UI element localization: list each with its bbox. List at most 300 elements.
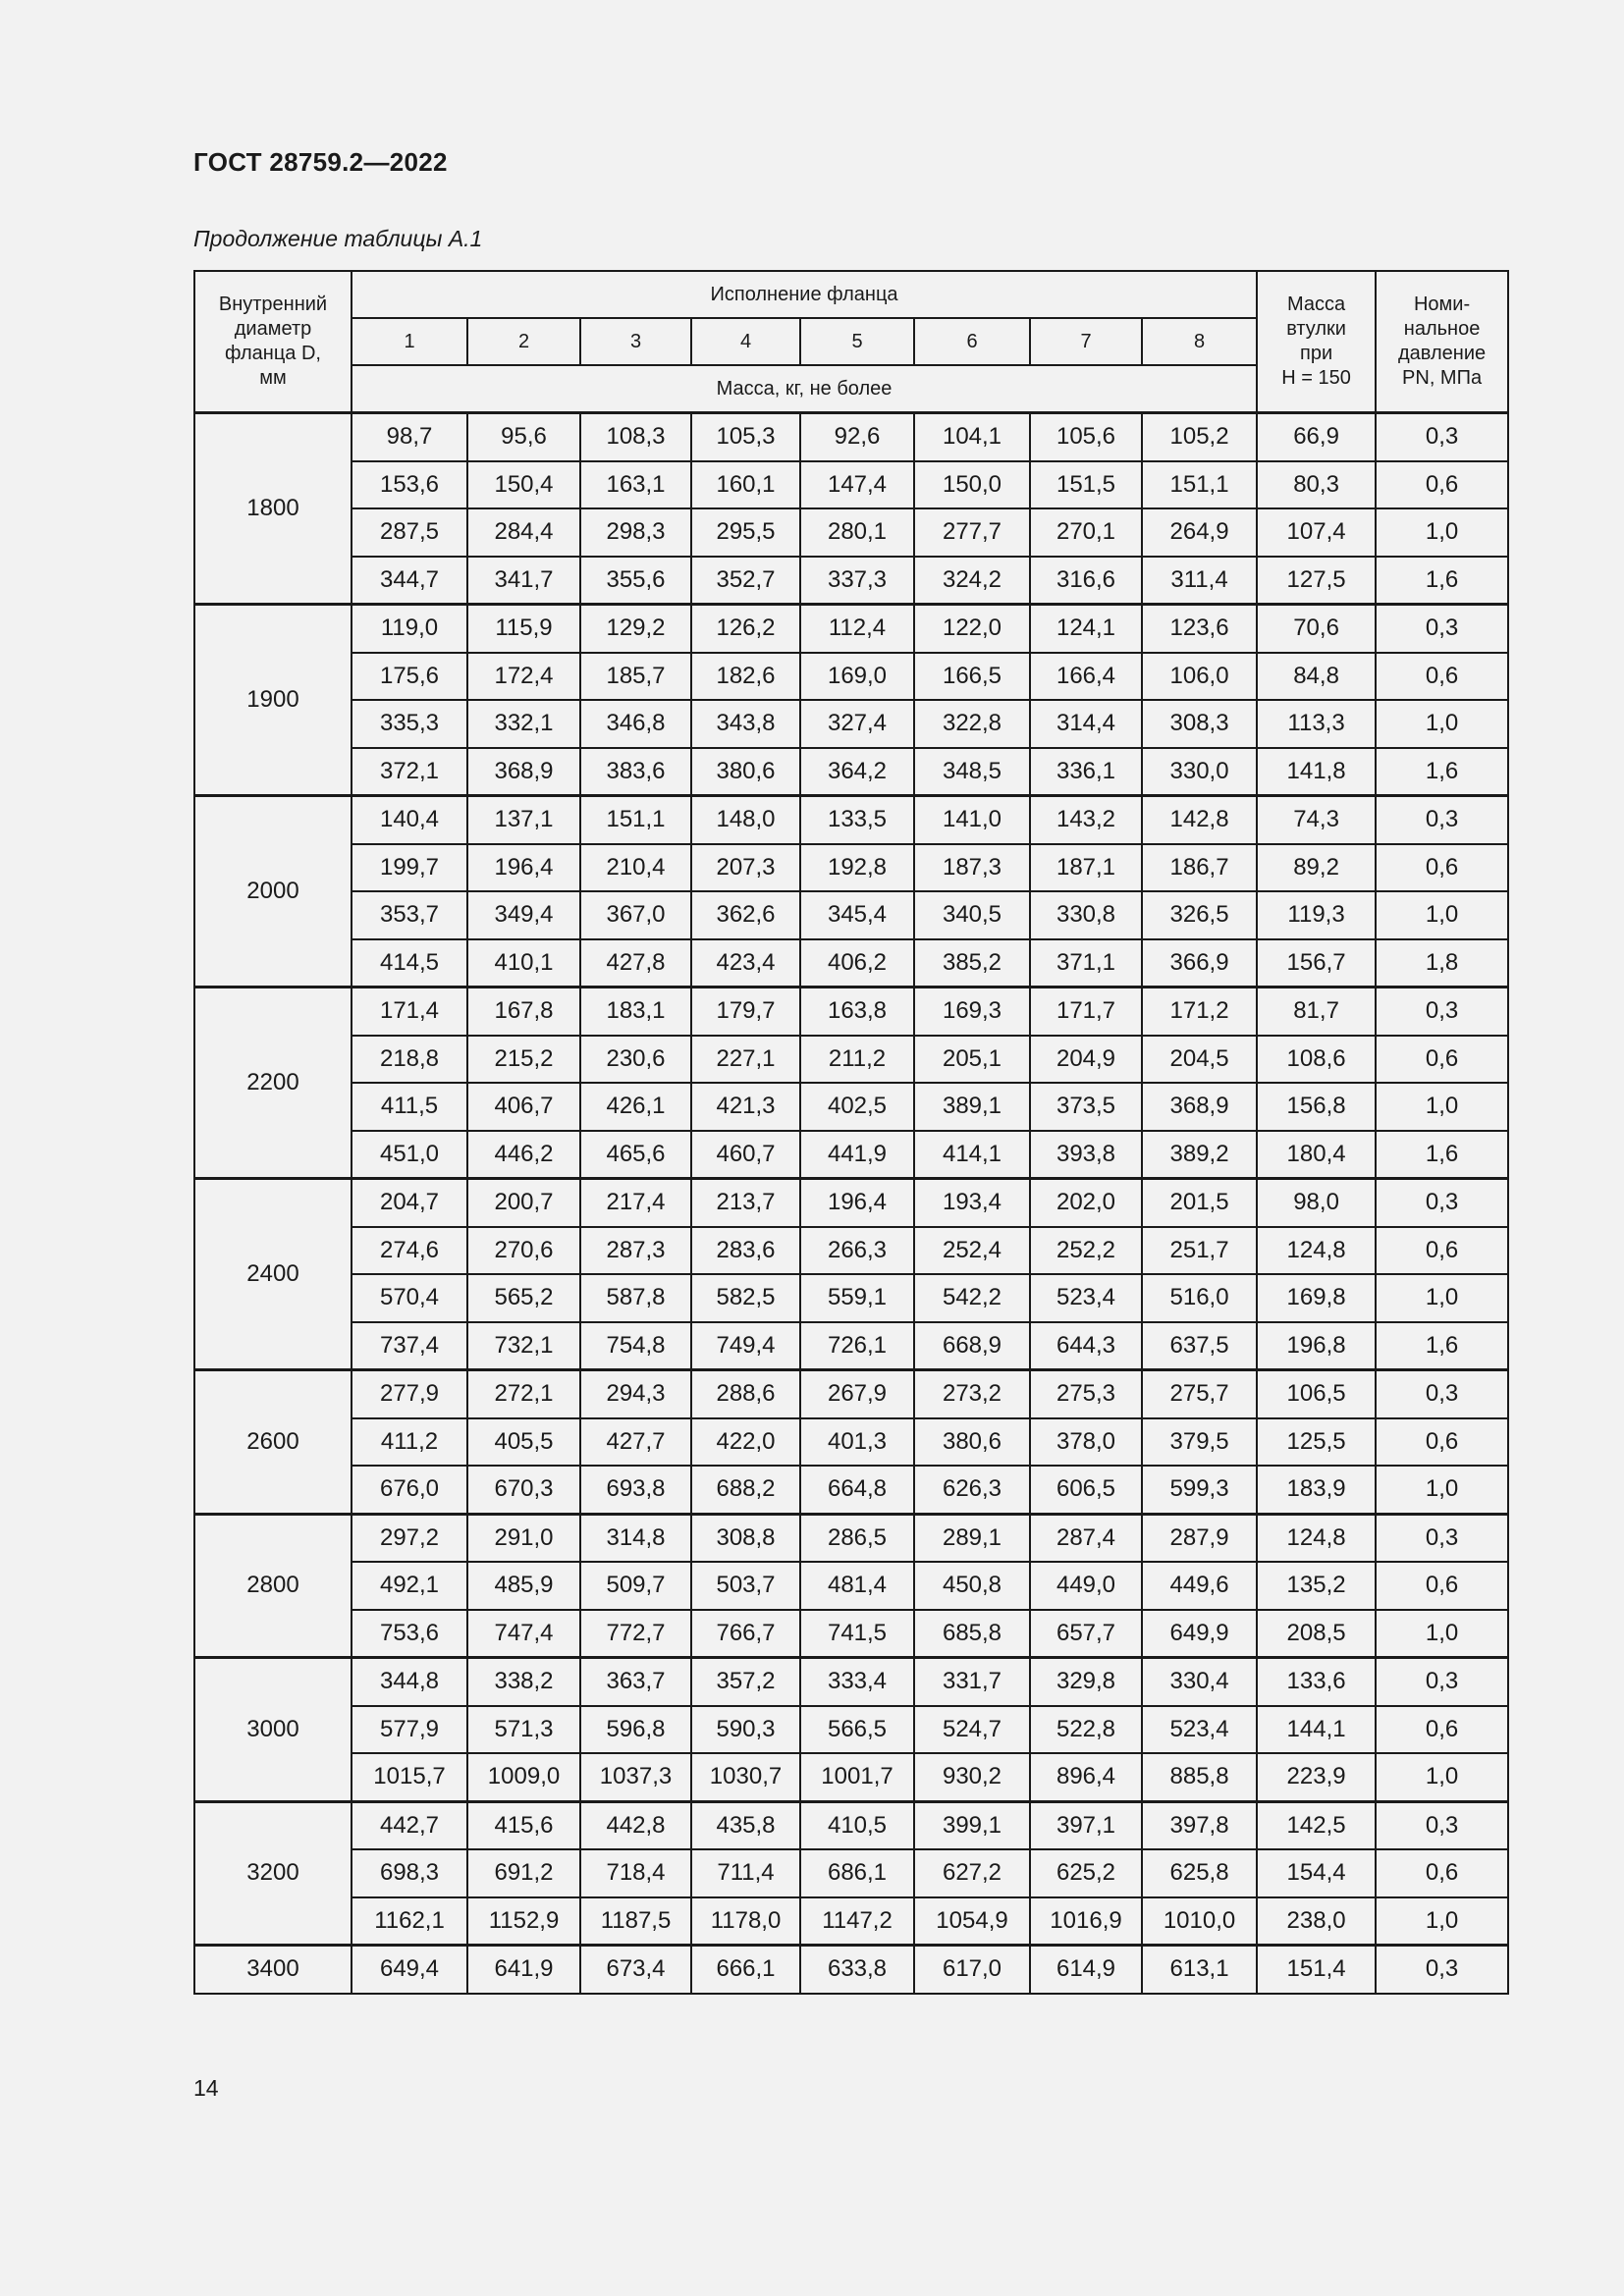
mass-cell: 274,6 [352,1227,467,1275]
header-sleeve-line: при [1300,343,1333,364]
mass-cell: 352,7 [691,557,800,605]
mass-cell: 287,5 [352,508,467,557]
sleeve-mass-cell: 135,2 [1257,1562,1376,1610]
pressure-cell: 1,0 [1376,1753,1508,1801]
mass-cell: 151,1 [580,796,691,844]
mass-cell: 698,3 [352,1849,467,1897]
mass-cell: 372,1 [352,748,467,796]
table-row [194,1083,1508,1131]
mass-cell: 355,6 [580,557,691,605]
mass-cell: 753,6 [352,1610,467,1658]
sleeve-mass-cell: 142,5 [1257,1801,1376,1849]
mass-cell: 217,4 [580,1179,691,1227]
mass-cell: 676,0 [352,1466,467,1514]
mass-cell: 311,4 [1142,557,1257,605]
mass-cell: 542,2 [914,1274,1030,1322]
mass-cell: 210,4 [580,844,691,892]
header-sleeve-mass [1257,271,1376,413]
mass-cell: 446,2 [467,1131,580,1179]
table-row [194,1658,1508,1706]
table-row [194,844,1508,892]
table-row [194,988,1508,1036]
mass-cell: 373,5 [1030,1083,1142,1131]
mass-cell: 287,9 [1142,1514,1257,1562]
mass-cell: 160,1 [691,461,800,509]
mass-cell: 442,8 [580,1801,691,1849]
table-row [194,1274,1508,1322]
mass-cell: 711,4 [691,1849,800,1897]
mass-cell: 297,2 [352,1514,467,1562]
mass-cell: 205,1 [914,1036,1030,1084]
header-pressure [1376,271,1508,413]
mass-cell: 148,0 [691,796,800,844]
mass-cell: 143,2 [1030,796,1142,844]
mass-cell: 393,8 [1030,1131,1142,1179]
mass-cell: 362,6 [691,891,800,939]
mass-cell: 215,2 [467,1036,580,1084]
mass-cell: 266,3 [800,1227,914,1275]
mass-cell: 115,9 [467,605,580,653]
mass-cell: 414,5 [352,939,467,988]
mass-cell: 666,1 [691,1946,800,1994]
mass-cell: 166,5 [914,653,1030,701]
mass-cell: 410,5 [800,1801,914,1849]
mass-cell: 389,2 [1142,1131,1257,1179]
diameter-cell: 3000 [194,1658,352,1802]
mass-cell: 329,8 [1030,1658,1142,1706]
mass-cell: 450,8 [914,1562,1030,1610]
mass-cell: 150,0 [914,461,1030,509]
diameter-cell: 1900 [194,605,352,796]
mass-cell: 421,3 [691,1083,800,1131]
mass-cell: 481,4 [800,1562,914,1610]
mass-cell: 335,3 [352,700,467,748]
sleeve-mass-cell: 119,3 [1257,891,1376,939]
table-row [194,1610,1508,1658]
mass-cell: 587,8 [580,1274,691,1322]
mass-cell: 896,4 [1030,1753,1142,1801]
mass-cell: 353,7 [352,891,467,939]
mass-cell: 338,2 [467,1658,580,1706]
mass-cell: 171,2 [1142,988,1257,1036]
mass-cell: 930,2 [914,1753,1030,1801]
mass-cell: 316,6 [1030,557,1142,605]
sleeve-mass-cell: 156,7 [1257,939,1376,988]
mass-cell: 298,3 [580,508,691,557]
pressure-cell: 1,0 [1376,1610,1508,1658]
mass-cell: 741,5 [800,1610,914,1658]
mass-cell: 1054,9 [914,1897,1030,1946]
table-row [194,1801,1508,1849]
table-row [194,1514,1508,1562]
sleeve-mass-cell: 125,5 [1257,1418,1376,1467]
mass-cell: 590,3 [691,1706,800,1754]
document-title: ГОСТ 28759.2—2022 [193,147,448,177]
mass-cell: 718,4 [580,1849,691,1897]
mass-cell: 133,5 [800,796,914,844]
mass-cell: 166,4 [1030,653,1142,701]
pressure-cell: 1,0 [1376,891,1508,939]
header-pressure-line: PN, МПа [1402,367,1483,389]
sleeve-mass-cell: 151,4 [1257,1946,1376,1994]
mass-cell: 336,1 [1030,748,1142,796]
sleeve-mass-cell: 133,6 [1257,1658,1376,1706]
mass-cell: 626,3 [914,1466,1030,1514]
mass-cell: 126,2 [691,605,800,653]
mass-cell: 287,4 [1030,1514,1142,1562]
table-caption: Продолжение таблицы А.1 [193,226,483,251]
pressure-cell: 1,6 [1376,1322,1508,1370]
table-row [194,508,1508,557]
pressure-cell: 0,3 [1376,1179,1508,1227]
mass-cell: 151,5 [1030,461,1142,509]
mass-cell: 460,7 [691,1131,800,1179]
mass-cell: 1037,3 [580,1753,691,1801]
mass-cell: 442,7 [352,1801,467,1849]
pressure-cell: 0,6 [1376,1418,1508,1467]
mass-cell: 153,6 [352,461,467,509]
diameter-cell: 3400 [194,1946,352,1994]
mass-cell: 175,6 [352,653,467,701]
mass-cell: 314,8 [580,1514,691,1562]
sleeve-mass-cell: 124,8 [1257,1227,1376,1275]
mass-cell: 272,1 [467,1370,580,1418]
mass-cell: 686,1 [800,1849,914,1897]
sleeve-mass-cell: 66,9 [1257,413,1376,461]
sleeve-mass-cell: 208,5 [1257,1610,1376,1658]
execution-number: 6 [914,318,1030,365]
header-execution: Исполнение фланца [352,271,1257,318]
header-diameter-line: Внутренний [218,294,328,315]
mass-cell: 343,8 [691,700,800,748]
mass-cell: 104,1 [914,413,1030,461]
mass-cell: 308,8 [691,1514,800,1562]
mass-cell: 186,7 [1142,844,1257,892]
mass-cell: 252,4 [914,1227,1030,1275]
mass-cell: 522,8 [1030,1706,1142,1754]
mass-cell: 509,7 [580,1562,691,1610]
pressure-cell: 1,0 [1376,1274,1508,1322]
mass-cell: 284,4 [467,508,580,557]
mass-cell: 1015,7 [352,1753,467,1801]
mass-cell: 163,1 [580,461,691,509]
header-pressure-line: Номи- [1413,294,1471,315]
mass-cell: 1030,7 [691,1753,800,1801]
mass-cell: 196,4 [467,844,580,892]
sleeve-mass-cell: 107,4 [1257,508,1376,557]
mass-cell: 277,7 [914,508,1030,557]
mass-cell: 582,5 [691,1274,800,1322]
mass-cell: 331,7 [914,1658,1030,1706]
mass-cell: 95,6 [467,413,580,461]
mass-cell: 196,4 [800,1179,914,1227]
mass-cell: 172,4 [467,653,580,701]
mass-cell: 726,1 [800,1322,914,1370]
mass-cell: 105,2 [1142,413,1257,461]
pressure-cell: 0,6 [1376,1227,1508,1275]
mass-cell: 98,7 [352,413,467,461]
table-row [194,1753,1508,1801]
execution-number: 7 [1030,318,1142,365]
mass-cell: 330,0 [1142,748,1257,796]
diameter-cell: 1800 [194,413,352,605]
pressure-cell: 0,3 [1376,1658,1508,1706]
table-row [194,1131,1508,1179]
mass-cell: 218,8 [352,1036,467,1084]
mass-cell: 345,4 [800,891,914,939]
mass-cell: 397,1 [1030,1801,1142,1849]
mass-cell: 449,0 [1030,1562,1142,1610]
table-row [194,891,1508,939]
mass-cell: 625,2 [1030,1849,1142,1897]
mass-cell: 885,8 [1142,1753,1257,1801]
mass-cell: 637,5 [1142,1322,1257,1370]
pressure-cell: 1,6 [1376,557,1508,605]
mass-cell: 108,3 [580,413,691,461]
sleeve-mass-cell: 108,6 [1257,1036,1376,1084]
mass-cell: 366,9 [1142,939,1257,988]
mass-cell: 565,2 [467,1274,580,1322]
mass-cell: 199,7 [352,844,467,892]
mass-cell: 401,3 [800,1418,914,1467]
mass-cell: 333,4 [800,1658,914,1706]
mass-cell: 633,8 [800,1946,914,1994]
table-row [194,748,1508,796]
sleeve-mass-cell: 238,0 [1257,1897,1376,1946]
mass-cell: 105,3 [691,413,800,461]
mass-cell: 273,2 [914,1370,1030,1418]
mass-cell: 641,9 [467,1946,580,1994]
mass-cell: 192,8 [800,844,914,892]
mass-cell: 693,8 [580,1466,691,1514]
diameter-cell: 2600 [194,1370,352,1515]
mass-cell: 571,3 [467,1706,580,1754]
table-row [194,557,1508,605]
mass-cell: 664,8 [800,1466,914,1514]
execution-number: 4 [691,318,800,365]
mass-cell: 754,8 [580,1322,691,1370]
mass-cell: 449,6 [1142,1562,1257,1610]
sleeve-mass-cell: 74,3 [1257,796,1376,844]
mass-subheader: Масса, кг, не более [352,365,1257,413]
mass-cell: 171,7 [1030,988,1142,1036]
table-row [194,413,1508,461]
mass-cell: 204,5 [1142,1036,1257,1084]
mass-cell: 267,9 [800,1370,914,1418]
mass-cell: 441,9 [800,1131,914,1179]
sleeve-mass-cell: 70,6 [1257,605,1376,653]
mass-cell: 1152,9 [467,1897,580,1946]
mass-cell: 185,7 [580,653,691,701]
mass-cell: 485,9 [467,1562,580,1610]
mass-cell: 617,0 [914,1946,1030,1994]
sleeve-mass-cell: 180,4 [1257,1131,1376,1179]
mass-cell: 280,1 [800,508,914,557]
sleeve-mass-cell: 98,0 [1257,1179,1376,1227]
table-row [194,1179,1508,1227]
mass-cell: 201,5 [1142,1179,1257,1227]
pressure-cell: 1,6 [1376,1131,1508,1179]
mass-cell: 112,4 [800,605,914,653]
mass-cell: 106,0 [1142,653,1257,701]
pressure-cell: 1,0 [1376,1083,1508,1131]
sleeve-mass-cell: 223,9 [1257,1753,1376,1801]
mass-cell: 324,2 [914,557,1030,605]
diameter-cell: 2200 [194,988,352,1179]
mass-cell: 344,7 [352,557,467,605]
execution-number: 1 [352,318,467,365]
mass-cell: 363,7 [580,1658,691,1706]
mass-cell: 230,6 [580,1036,691,1084]
mass-cell: 124,1 [1030,605,1142,653]
mass-cell: 379,5 [1142,1418,1257,1467]
mass-cell: 405,5 [467,1418,580,1467]
mass-cell: 627,2 [914,1849,1030,1897]
sleeve-mass-cell: 127,5 [1257,557,1376,605]
sleeve-mass-cell: 169,8 [1257,1274,1376,1322]
sleeve-mass-cell: 124,8 [1257,1514,1376,1562]
sleeve-mass-cell: 80,3 [1257,461,1376,509]
mass-cell: 668,9 [914,1322,1030,1370]
mass-cell: 644,3 [1030,1322,1142,1370]
sleeve-mass-cell: 106,5 [1257,1370,1376,1418]
mass-cell: 340,5 [914,891,1030,939]
mass-cell: 577,9 [352,1706,467,1754]
table-row [194,1322,1508,1370]
mass-cell: 599,3 [1142,1466,1257,1514]
mass-cell: 171,4 [352,988,467,1036]
pressure-cell: 1,6 [1376,748,1508,796]
mass-cell: 142,8 [1142,796,1257,844]
header-sleeve-line: втулки [1286,318,1346,340]
mass-cell: 523,4 [1142,1706,1257,1754]
mass-cell: 411,5 [352,1083,467,1131]
mass-cell: 119,0 [352,605,467,653]
table-row [194,1418,1508,1467]
mass-cell: 337,3 [800,557,914,605]
table-row [194,1849,1508,1897]
mass-cell: 670,3 [467,1466,580,1514]
mass-cell: 275,7 [1142,1370,1257,1418]
mass-cell: 613,1 [1142,1946,1257,1994]
mass-cell: 182,6 [691,653,800,701]
mass-cell: 503,7 [691,1562,800,1610]
mass-cell: 737,4 [352,1322,467,1370]
mass-cell: 367,0 [580,891,691,939]
pressure-cell: 1,0 [1376,508,1508,557]
mass-cell: 423,4 [691,939,800,988]
pressure-cell: 0,3 [1376,988,1508,1036]
pressure-cell: 0,3 [1376,605,1508,653]
mass-cell: 389,1 [914,1083,1030,1131]
mass-cell: 140,4 [352,796,467,844]
table-row [194,1036,1508,1084]
mass-cell: 596,8 [580,1706,691,1754]
header-diameter-line: фланца D, [225,343,321,364]
table-row [194,1706,1508,1754]
mass-cell: 673,4 [580,1946,691,1994]
pressure-cell: 0,6 [1376,1849,1508,1897]
mass-cell: 183,1 [580,988,691,1036]
mass-cell: 314,4 [1030,700,1142,748]
mass-cell: 204,7 [352,1179,467,1227]
table-row [194,796,1508,844]
mass-cell: 685,8 [914,1610,1030,1658]
mass-cell: 341,7 [467,557,580,605]
mass-cell: 327,4 [800,700,914,748]
execution-number: 5 [800,318,914,365]
diameter-cell: 2400 [194,1179,352,1370]
mass-cell: 427,7 [580,1418,691,1467]
table-row [194,1370,1508,1418]
mass-cell: 251,7 [1142,1227,1257,1275]
pressure-cell: 1,8 [1376,939,1508,988]
sleeve-mass-cell: 81,7 [1257,988,1376,1036]
mass-cell: 465,6 [580,1131,691,1179]
mass-cell: 187,3 [914,844,1030,892]
diameter-cell: 3200 [194,1801,352,1946]
pressure-cell: 0,6 [1376,1562,1508,1610]
mass-cell: 451,0 [352,1131,467,1179]
mass-cell: 523,4 [1030,1274,1142,1322]
mass-cell: 288,6 [691,1370,800,1418]
table-row [194,1897,1508,1946]
mass-cell: 368,9 [1142,1083,1257,1131]
mass-cell: 378,0 [1030,1418,1142,1467]
mass-cell: 380,6 [914,1418,1030,1467]
header-diameter-line: мм [259,367,287,389]
mass-cell: 122,0 [914,605,1030,653]
mass-cell: 277,9 [352,1370,467,1418]
mass-cell: 326,5 [1142,891,1257,939]
pressure-cell: 0,6 [1376,1706,1508,1754]
pressure-cell: 0,3 [1376,796,1508,844]
mass-cell: 410,1 [467,939,580,988]
mass-cell: 289,1 [914,1514,1030,1562]
mass-cell: 332,1 [467,700,580,748]
table-row [194,1946,1508,1994]
mass-cell: 1187,5 [580,1897,691,1946]
mass-cell: 415,6 [467,1801,580,1849]
sleeve-mass-cell: 141,8 [1257,748,1376,796]
diameter-cell: 2800 [194,1514,352,1658]
mass-cell: 397,8 [1142,1801,1257,1849]
mass-cell: 406,2 [800,939,914,988]
sleeve-mass-cell: 89,2 [1257,844,1376,892]
header-diameter-line: диаметр [234,318,312,340]
mass-cell: 691,2 [467,1849,580,1897]
sleeve-mass-cell: 156,8 [1257,1083,1376,1131]
mass-cell: 179,7 [691,988,800,1036]
mass-cell: 772,7 [580,1610,691,1658]
sleeve-mass-cell: 84,8 [1257,653,1376,701]
table-row [194,461,1508,509]
mass-cell: 570,4 [352,1274,467,1322]
mass-cell: 330,8 [1030,891,1142,939]
table-body [194,413,1508,1994]
mass-cell: 1001,7 [800,1753,914,1801]
diameter-cell: 2000 [194,796,352,988]
mass-cell: 402,5 [800,1083,914,1131]
mass-cell: 1178,0 [691,1897,800,1946]
mass-cell: 435,8 [691,1801,800,1849]
table-row [194,605,1508,653]
mass-cell: 264,9 [1142,508,1257,557]
mass-cell: 275,3 [1030,1370,1142,1418]
mass-cell: 193,4 [914,1179,1030,1227]
pressure-cell: 0,3 [1376,1946,1508,1994]
mass-cell: 426,1 [580,1083,691,1131]
